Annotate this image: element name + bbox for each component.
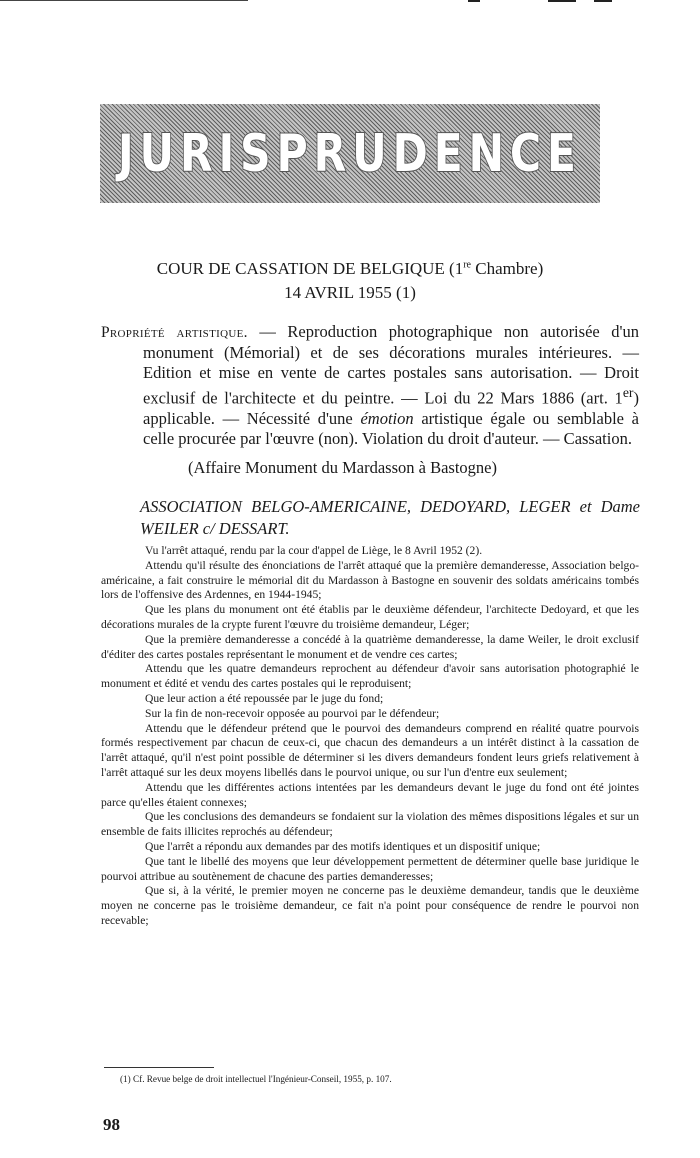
top-mark (548, 0, 576, 2)
keywords-summary: Propriété artistique. — Reproduction photographique non autorisée d'un monument (Mémorial) et de ses décorations murales intérieures. — Edition et mise en vente de cartes postales sans autorisation. — Droit exclusif de l'architecte et du peintre. — Loi du 22 Mars 1886 (art. 1er) applicable. — Nécessité d'une émotion artistique égale ou semblable à celle procurée par l'œuvre (non). Violation du droit d'auteur. — Cassation. (101, 322, 639, 448)
paragraph: Sur la fin de non-recevoir opposée au pourvoi par le défendeur; (145, 706, 440, 720)
paragraph: Attendu que les différentes actions intentées par les demandeurs devant le juge du fond ont été jointes parce qu'elles étaient connexes; (101, 780, 639, 809)
case-name: (Affaire Monument du Mardasson à Bastogne) (188, 458, 497, 477)
paragraph: Que les conclusions des demandeurs se fondaient sur la violation des mêmes dispositions légales et sur un ensemble de faits illicites reprochés au défendeur; (101, 810, 639, 839)
top-mark (468, 0, 480, 2)
paragraph: Que si, à la vérité, le premier moyen ne concerne pas le deuxième demandeur, tandis que le deuxième moyen ne concerne pas le troisième demandeur, ce fait n'a point pour conséquence de rendre le pourvoi non recevable; (101, 884, 639, 927)
keywords-head: Propriété artistique. (101, 324, 248, 341)
parties: ASSOCIATION BELGO-AMERICAINE, DEDOYARD, LEGER et Dame WEILER c/ DESSART. (140, 497, 640, 538)
footnote-rule (104, 1067, 214, 1068)
section-banner (100, 104, 600, 203)
decision-date: 14 AVRIL 1955 (1) (284, 283, 416, 302)
paragraph: Que les plans du monument ont été établis par le deuxième défendeur, l'architecte Dedoyard, et que les décorations murales de la crypte furent l'œuvre du troisième demandeur, Léger; (101, 603, 639, 631)
top-rule (0, 0, 248, 1)
paragraph: Que la première demanderesse a concédé à la quatrième demanderesse, la dame Weiler, le droit exclusif d'éditer des cartes postales représentant le monument et de vendre ces cartes; (101, 632, 639, 661)
footnote: (1) Cf. Revue belge de droit intellectuel l'Ingénieur-Conseil, 1955, p. 107. (120, 1074, 392, 1084)
paragraph: Que leur action a été repoussée par le juge du fond; (145, 691, 384, 705)
court-heading: COUR DE CASSATION DE BELGIQUE (1re Chambre) (156, 259, 544, 278)
paragraph: Attendu qu'il résulte des énonciations de l'arrêt attaqué que la première demanderesse, Association belgo-américaine, a fait construire le mémorial dit du Mardasson à Bastogne en souvenir des soldats américains tombés lors de l'offensive des Ardennes, en 1944-1945; (101, 558, 639, 602)
judgment-text (101, 544, 639, 929)
top-mark (594, 0, 612, 2)
paragraph: Attendu que les quatre demandeurs reprochent au défendeur d'avoir sans autorisation photographié le monument et édité et vendu des cartes postales qui le reproduisent; (101, 662, 639, 691)
paragraph: Vu l'arrêt attaqué, rendu par la cour d'appel de Liège, le 8 Avril 1952 (2). (145, 544, 483, 557)
section-title: JURISPRUDENCE (118, 123, 582, 184)
paragraph: Que tant le libellé des moyens que leur développement permettent de déterminer quelle base juridique le pourvoi attribue au soutènement de chacune des parties demanderesses; (101, 854, 639, 883)
page-number: 98 (103, 1115, 120, 1134)
paragraph: Que l'arrêt a répondu aux demandes par des motifs identiques et un dispositif unique; (145, 839, 541, 853)
paragraph: Attendu que le défendeur prétend que le pourvoi des demandeurs comprend en réalité quatre pourvois formés respectivement par chacun de ceux-ci, que chacun des demandeurs a un intérêt distinct à la cassation de l'arrêt attaqué, qu'il n'est point possible de déterminer si les divers demandeurs fondent leurs griefs relativement à l'arrêt attaqué sur les deux moyens libellés dans le pourvoi unique, ou sur l'un d'entre eux seulement; (101, 721, 639, 779)
